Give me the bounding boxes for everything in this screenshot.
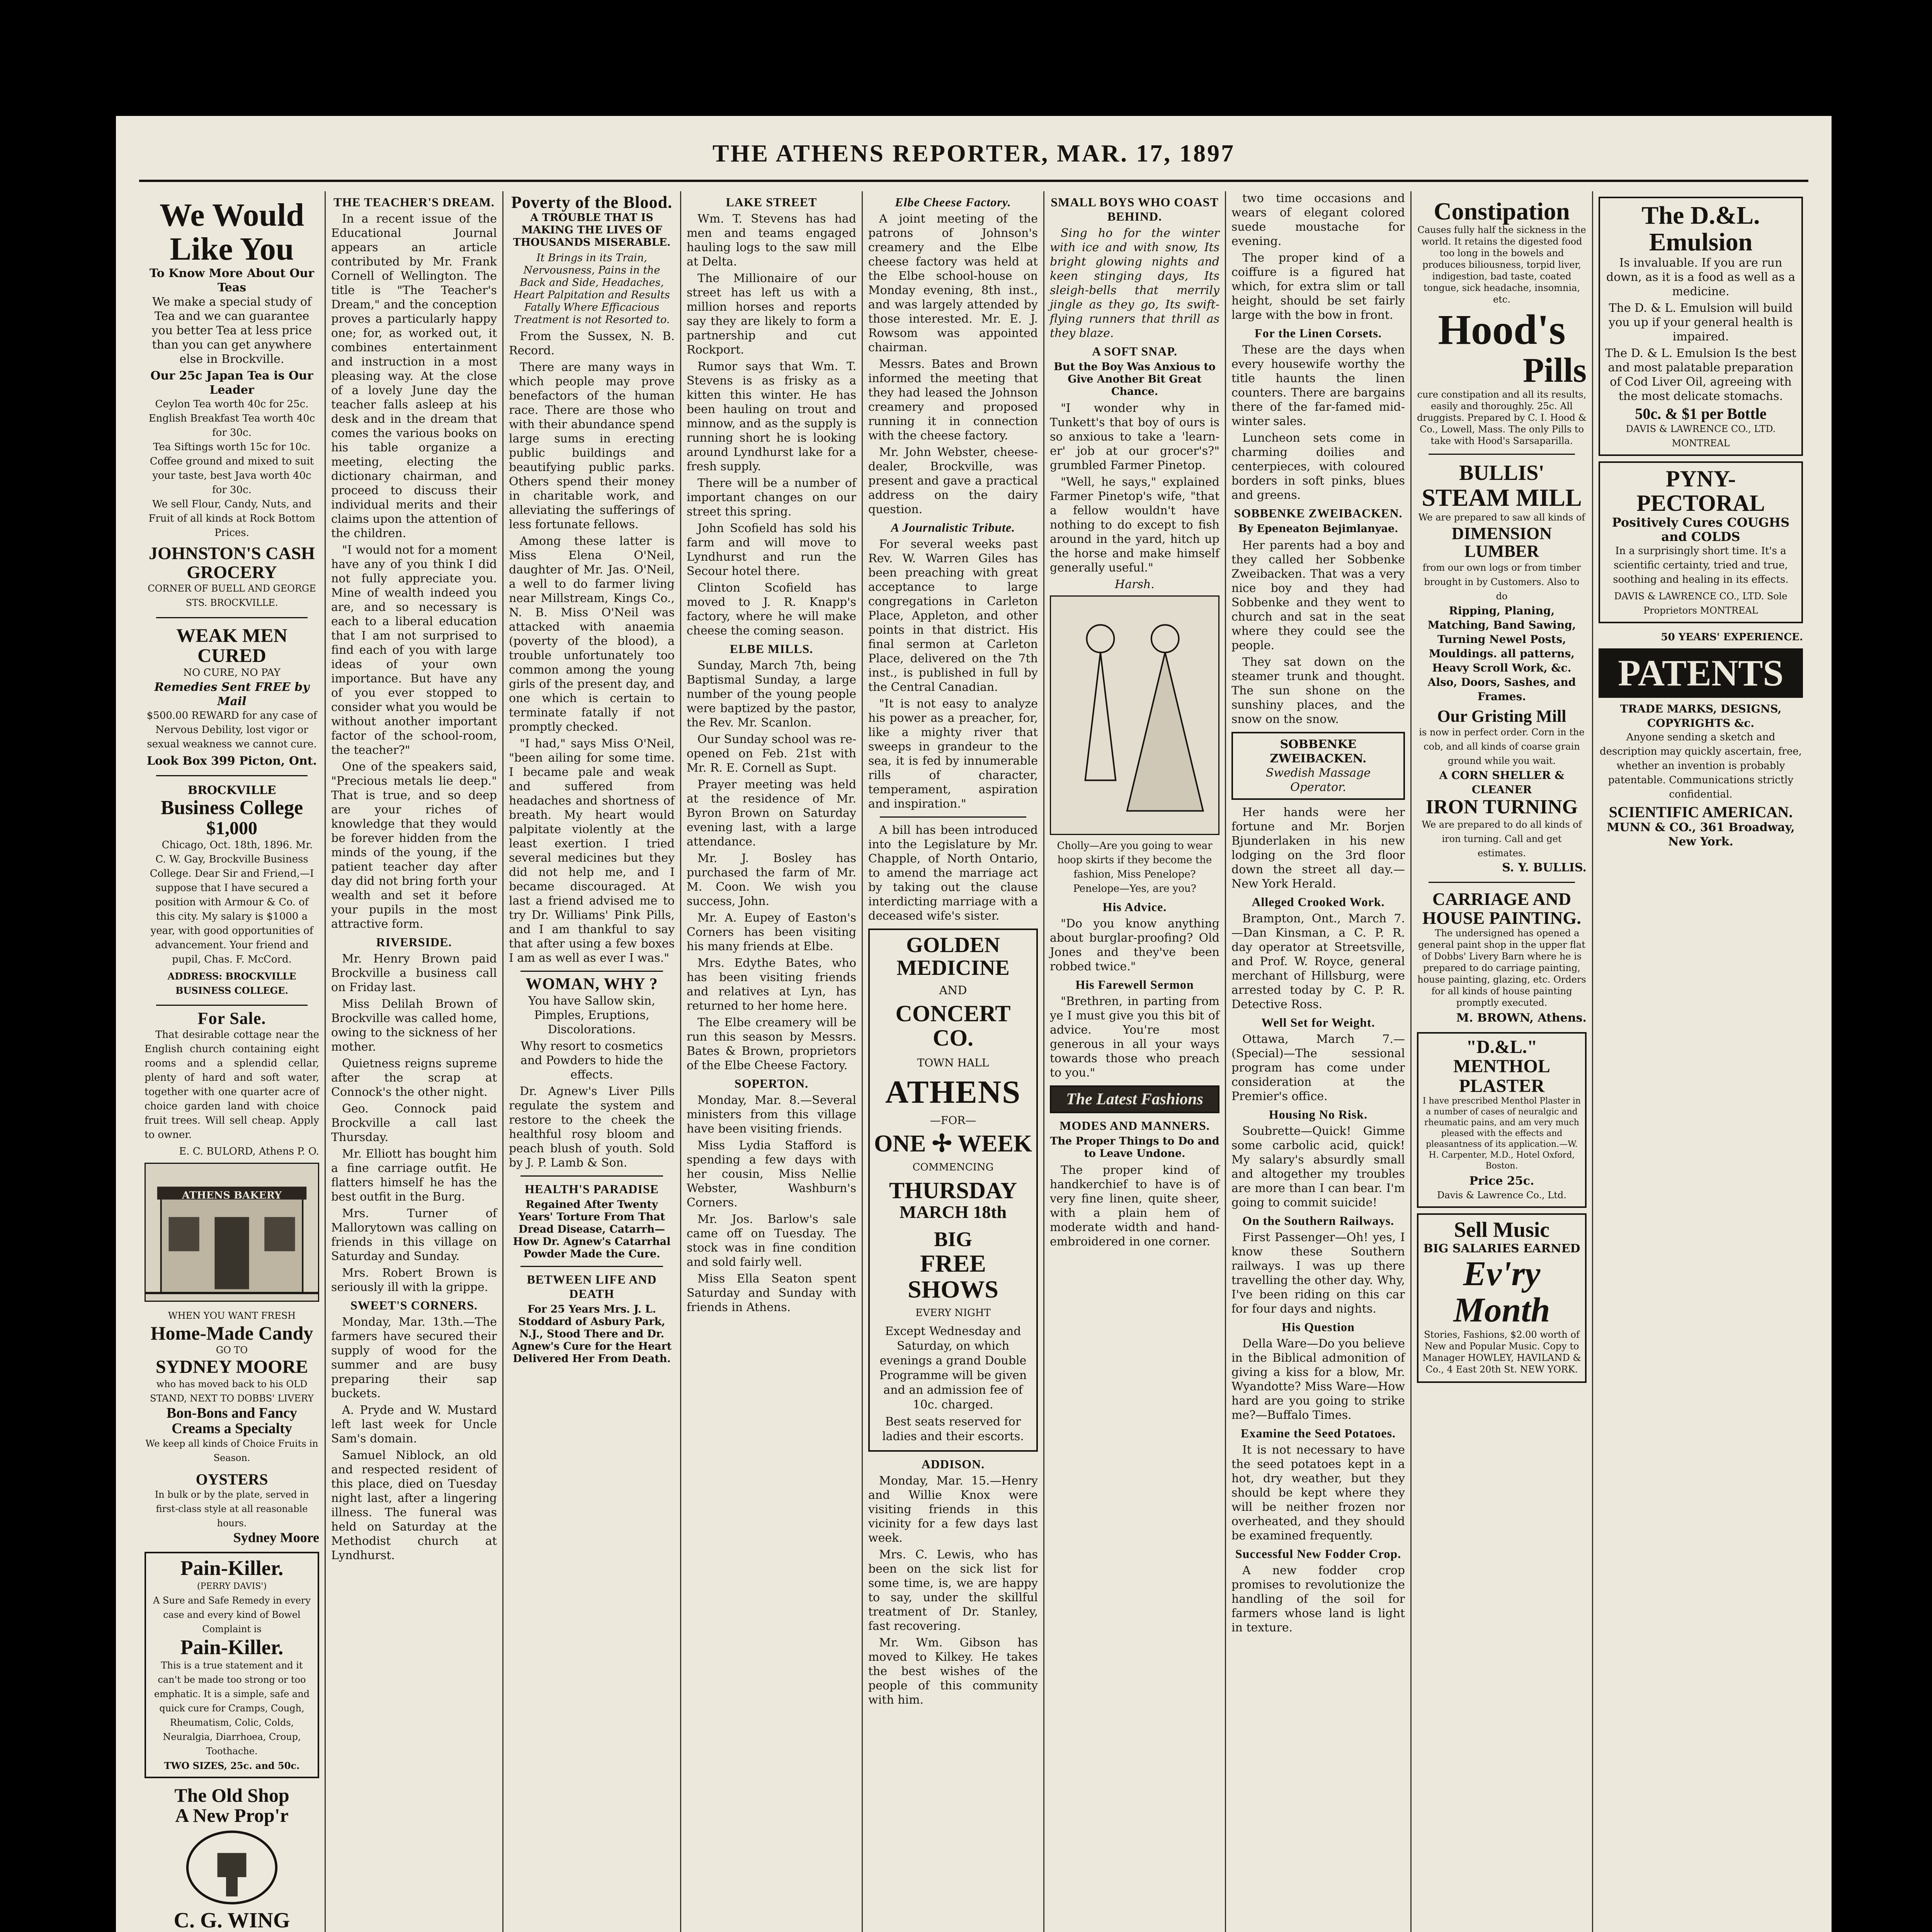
section-subhead: But the Boy Was Anxious to Give Another Bit Great Chance. [1054, 361, 1216, 398]
candy-name: SYDNEY MOORE [155, 1357, 308, 1378]
paragraph: "I would not for a moment have any of you think I did not fully appreciate you. Mine of wealth indeed you are, and so necessary is each to a liberal education that I am not surprised to find each of you with large ideas of your own importance. But have any of you ever stopped to consider what you would be without another important factor of the school-room, the teacher?" [331, 543, 497, 757]
constipation-body: Causes fully half the sickness in the world. It retains the digested food too long in the bowels and produces biliousness, torpid liver, indigestion, bad taste, coated tongue, sick headache, insomnia, etc. [1417, 224, 1586, 305]
section-heading: A Journalistic Tribute. [891, 520, 1015, 534]
iron-turning-body: We are prepared to do all kinds of iron turning. Call and get estimates. [1422, 819, 1582, 859]
painting-advert [1417, 890, 1587, 1025]
section-subhead: The Proper Things to Do and to Leave Undone. [1050, 1135, 1219, 1160]
mill-name: STEAM MILL [1422, 483, 1582, 511]
paragraph: A joint meeting of the patrons of Johnson's creamery and the Elbe cheese factory was held at the Elbe school-house on Monday evening, 8th inst., and was largely attended by those interested. Mr. E. J. Rowsom was appointed chairman. [868, 212, 1038, 354]
patents-sub: TRADE MARKS, DESIGNS, COPYRIGHTS &c. [1620, 702, 1782, 730]
menthol-plaster-advert [1417, 1032, 1587, 1208]
painting-signature: M. BROWN, Athens. [1456, 1011, 1587, 1025]
golden-medicine-advert [868, 929, 1038, 1452]
pectoral-sub: Positively Cures COUGHS and COLDS [1612, 515, 1790, 544]
section-heading: Alleged Crooked Work. [1252, 895, 1385, 909]
section-subhead: For 25 Years Mrs. J. L. Stoddard of Asbury Park, N.J., Stood There and Dr. Agnew's Cure for the Heart Delivered Her From Death. [512, 1303, 672, 1365]
advert-line: MARCH 18th [899, 1202, 1007, 1222]
paragraph: "I wonder why in Tunkett's that boy of ours is so anxious to take a 'learn-er' job at our grocer's?" grumbled Farmer Pinetop. [1050, 401, 1219, 472]
mill-owner: BULLIS' [1459, 461, 1544, 485]
mill-mid: from our own logs or from timber brought in by Customers. Also to do [1422, 562, 1581, 602]
scientific-american: SCIENTIFIC AMERICAN. [1609, 803, 1793, 821]
pectoral-headline: PYNY-PECTORAL [1636, 466, 1765, 516]
patents-body: Anyone sending a sketch and description may quickly ascertain, free, whether an invention is probably patentable. Communications strictly confidential. [1600, 731, 1802, 801]
section-heading: His Advice. [1102, 900, 1167, 914]
paragraph: Mrs. C. Lewis, who has been on the sick list for some time, is, we are happy to say, under the skillful treatment of Dr. Stanley, fast recovering. [868, 1548, 1038, 1633]
paragraph: Mr. A. Eupey of Easton's Corners has been visiting his many friends at Elbe. [687, 911, 856, 953]
advert-line: FREE SHOWS [908, 1249, 998, 1303]
massage-card [1231, 732, 1405, 800]
paragraph: Monday, Mar. 8.—Several ministers from this village have been visiting friends. [687, 1094, 856, 1136]
paragraph: two time occasions and wears of elegant colored suede moustache for evening. [1231, 192, 1405, 248]
section-heading: A SOFT SNAP. [1092, 344, 1177, 358]
section-heading: On the Southern Railways. [1242, 1214, 1395, 1228]
paragraph: Mr. Henry Brown paid Brockville a business call on Friday last. [331, 952, 497, 994]
hoop-skirt-illustration [1050, 595, 1219, 835]
candy-advert [145, 1309, 319, 1545]
paragraph: Mr. Elliott has bought him a fine carriage outfit. He flatters himself he has the best outfit in the Burg. [331, 1147, 497, 1204]
weak-men-advert [145, 625, 319, 768]
gristing-body: is now in perfect order. Corn in the cob, and all kinds of coarse grain ground while you wait. [1419, 726, 1585, 766]
plaster-headline: "D.&L." MENTHOL PLASTER [1453, 1036, 1550, 1096]
emulsion-price: 50c. & $1 per Bottle [1635, 405, 1767, 422]
tea-advert-body: We make a special study of Tea and we can guarantee you better Tea at less price than you can get anywhere else in Brockville. [151, 295, 312, 366]
section-subhead: Regained After Twenty Years' Torture From That Dread Disease, Catarrh—How Dr. Agnew's Catarrhal Powder Made the Cure. [513, 1199, 671, 1260]
plaster-price: Price 25c. [1469, 1174, 1534, 1188]
section-heading: ADDISON. [921, 1457, 985, 1471]
card-sub: Swedish Massage Operator. [1265, 766, 1371, 794]
pills-headline: Pills [1522, 351, 1587, 389]
college-address: ADDRESS: BROCKVILLE BUSINESS COLLEGE. [167, 970, 296, 996]
candy-pre: WHEN YOU WANT FRESH [168, 1310, 296, 1321]
paragraph: For several weeks past Rev. W. Warren Giles has been preaching with great acceptance to large congregations in Carleton Place, Appleton, and other points in that district. His final sermon at Carleton Place, delivered on the 7th inst., is published in full by the Central Canadian. [868, 537, 1038, 694]
column-5 [862, 191, 1043, 1932]
steam-mill-advert [1417, 462, 1587, 875]
paragraph: Mrs. Robert Brown is seriously ill with la grippe. [331, 1266, 497, 1294]
patents-years: 50 YEARS' EXPERIENCE. [1661, 631, 1803, 643]
paragraph: Della Ware—Do you believe in the Biblical admonition of giving a kiss for a blow, Mr. Wyandotte? Miss Ware—How hard are you going to strike me?—Buffalo Times. [1231, 1337, 1405, 1422]
emulsion-body: The D. & L. Emulsion Is the best and most palatable preparation of Cod Liver Oil, agreeing with the most delicate stomachs. [1605, 346, 1796, 403]
divider [520, 971, 663, 972]
illustration-caption: Harsh. [1115, 578, 1155, 591]
paragraph: "Well, he says," explained Farmer Pinetop's wife, "that a fellow wouldn't have nothing to do except to fish around in the yard, hitch up the horse and make himself generally useful." [1050, 475, 1219, 575]
paragraph: Ottawa, March 7.—(Special)—The sessional program has come under consideration at the Premier's office. [1231, 1032, 1405, 1103]
paragraph: In a recent issue of the Educational Journal appears an article contributed by Mr. Frank Cornell of Wellington. The title is "The Teacher's Dream," and the conception proves a particularly happy one; for, as worked out, it combines entertainment and instruction in a most pleasing way. At the close of a lovely June day the teacher falls asleep at his desk and in the dream that comes the various books on his table organize a meeting, electing the dictionary chairman, and proceed to discuss their individual merits and their claims upon the attention of the children. [331, 212, 497, 540]
oysters-signature: Sydney Moore [233, 1529, 319, 1545]
tea-advert-subhead: To Know More About Our Teas [149, 267, 315, 295]
masthead-rule [139, 180, 1808, 182]
painting-body: The undersigned has opened a general paint shop in the upper flat of Dobbs' Livery Barn where he is prepared to do carriage painting, house painting, glazing, etc. Orders for all kinds of house painting promptly executed. [1417, 927, 1586, 1008]
section-heading: ELBE MILLS. [730, 642, 813, 656]
advert-line: COMMENCING [912, 1161, 994, 1173]
paragraph: Geo. Connock paid Brockville a call last Thursday. [331, 1102, 497, 1144]
paragraph: Prayer meeting was held at the residence of Mr. Byron Brown on Saturday evening last, with a large attendance. [687, 778, 856, 849]
paragraph: "It is not easy to analyze his power as a preacher, for, like a mighty river that sweeps in grandeur to the sea, it is fed by innumerable rills of character, temperament, aspiration and inspiration." [868, 697, 1038, 811]
paragraph: Samuel Niblock, an old and respected resident of this place, died on Tuesday night last, after a lingering illness. The funeral was held on Saturday at the Methodist church at Lyndhurst. [331, 1449, 497, 1562]
paragraph: Our Sunday school was re-opened on Feb. 21st with Mr. R. E. Cornell as Supt. [687, 733, 856, 775]
patents-advert [1599, 630, 1803, 849]
paragraph: A bill has been introduced into the Legislature by Mr. Chapple, of North Ontario, to amend the marriage act by taking out the clause interdicting marriage with a deceased wife's sister. [868, 823, 1038, 923]
tea-advert-line: Ceylon Tea worth 40c for 25c. [155, 398, 309, 410]
barber-headline-2: A New Prop'r [175, 1804, 289, 1827]
candy-specialty: Bon-Bons and Fancy Creams a Specialty [167, 1405, 297, 1437]
section-heading: Well Set for Weight. [1261, 1015, 1375, 1029]
divider [156, 617, 308, 618]
card-title: SOBBENKE ZWEIBACKEN. [1270, 738, 1367, 765]
section-heading: HEALTH'S PARADISE [525, 1182, 659, 1196]
paragraph: Wm. T. Stevens has had men and teams engaged hauling logs to the saw mill at Delta. [687, 212, 856, 269]
article-title: Poverty of the Blood. [511, 193, 672, 212]
candy-headline: Home-Made Candy [150, 1322, 313, 1344]
article-deck: It Brings in its Train, Nervousness, Pains in the Back and Side, Headaches, Heart Palpitation and Results Fatally Where Efficacious Treatment is not Resorted to. [514, 252, 670, 326]
mill-lumber: DIMENSION LUMBER [1451, 524, 1552, 561]
painting-headline: CARRIAGE AND HOUSE PAINTING. [1422, 889, 1581, 928]
advert-line: Best seats reserved for ladies and their escorts. [882, 1415, 1024, 1444]
paragraph: John Scofield has sold his farm and will move to Lyndhurst and run the Secour hotel there. [687, 522, 856, 578]
constipation-headline: Constipation [1434, 197, 1570, 225]
paragraph: Why resort to cosmetics and Powders to hide the effects. [520, 1039, 663, 1082]
bakery-building-icon [146, 1164, 318, 1301]
column-2 [325, 191, 502, 1932]
paragraph: Mrs. Edythe Bates, who has been visiting friends and relatives at Lyn, has returned to her home here. [687, 956, 856, 1013]
emulsion-headline: The D.&L. Emulsion [1641, 201, 1760, 257]
advert-line: EVERY NIGHT [915, 1307, 991, 1319]
section-heading: BETWEEN LIFE AND DEATH [527, 1272, 657, 1301]
pyny-pectoral-advert [1599, 461, 1803, 623]
plaster-body: I have prescribed Menthol Plaster in a number of cases of neuralgic and rheumatic pains, and am very much pleased with the effects and pleasantness of its application.—W. H. Carpenter, M.D., Hotel Oxford, Boston. [1422, 1096, 1581, 1171]
hoods-headline: Hood's [1438, 306, 1566, 354]
divider [1429, 454, 1575, 455]
weak-men-headline: WEAK MEN CURED [176, 624, 287, 667]
barber-headline-1: The Old Shop [174, 1784, 289, 1806]
paragraph: Luncheon sets come in charming doilies and centerpieces, with coloured borders in soft pinks, blues and greens. [1231, 431, 1405, 502]
paragraph: The proper kind of handkerchief to have is of very fine linen, quite sheer, with a plain hem of moderate width and hand-embroidered in one corner. [1050, 1163, 1219, 1249]
magazine-title: Ev'ry Month [1453, 1254, 1550, 1330]
column-7 [1225, 191, 1410, 1932]
latest-fashions-banner [1050, 1085, 1219, 1113]
paragraph: The Elbe creamery will be run this season by Messrs. Bates & Brown, proprietors of the Elbe Cheese Factory. [687, 1016, 856, 1072]
patents-banner [1599, 648, 1803, 698]
college-title: Business College [160, 796, 303, 819]
emulsion-body: Is invaluable. If you are run down, as it is a food as well as a medicine. [1606, 256, 1795, 298]
paragraph: Messrs. Bates and Brown informed the meeting that they had leased the Johnson creamery and proposed running it in connection with the cheese factory. [868, 357, 1038, 442]
newspaper-page [116, 116, 1832, 1932]
music-sub: BIG SALARIES EARNED [1423, 1242, 1580, 1255]
paragraph: First Passenger—Oh! yes, I know these Southern railways. I was up there travelling the other day. Why, I've been riding on this car for four days and nights. [1231, 1231, 1405, 1316]
advert-line: AND [939, 983, 967, 997]
section-heading: SOPERTON. [734, 1077, 809, 1090]
iron-turning-heading: IRON TURNING [1425, 796, 1578, 818]
column-1 [139, 191, 325, 1932]
gristing-heading: Our Gristing Mill [1437, 706, 1566, 726]
weak-men-sub: NO CURE, NO PAY [183, 667, 281, 679]
magazine-body: Stories, Fashions, $2.00 worth of New and Popular Music. Copy to Manager HOWLEY, HAVILAND & Co., 4 East 20th St. NEW YORK. [1422, 1329, 1581, 1375]
section-heading: Successful New Fodder Crop. [1235, 1547, 1401, 1561]
paragraph: You have Sallow skin, Pimples, Eruptions, Discolorations. [528, 994, 655, 1036]
pain-killer-sub: (PERRY DAVIS') [197, 1582, 267, 1592]
paragraph: Miss Delilah Brown of Brockville was called home, owing to the sickness of her mother. [331, 997, 497, 1054]
paragraph: Mr. John Webster, cheese-dealer, Brockville, was present and gave a practical address on the dairy question. [868, 446, 1038, 516]
candy-note: We keep all kinds of Choice Fruits in Season. [145, 1438, 318, 1463]
paragraph: From the Sussex, N. B. Record. [509, 330, 675, 357]
mill-list: Ripping, Planing, Matching, Band Sawing, Turning Newel Posts, Mouldings. all patterns, Heavy Scroll Work, &c. Also, Doors, Sashes, and Frames. [1427, 604, 1576, 703]
for-sale-signature: E. C. BULORD, Athens P. O. [179, 1145, 319, 1157]
column-9 [1592, 191, 1808, 1932]
barber-chair-icon [182, 1829, 282, 1906]
illustration-caption: Cholly—Are you going to wear hoop skirts if they become the fashion, Miss Penelope? Penelope—Yes, are you? [1057, 840, 1213, 895]
poem: Sing ho for the winter with ice and with snow, Its bright glowing nights and keen stinging days, Its sleigh-bells that merrily jingle as they go, Its swift-flying runners that thrill as they blaze. [1050, 226, 1219, 340]
paragraph: Quietness reigns supreme after the scrap at Connock's the other night. [331, 1057, 497, 1099]
tea-advert-headline: We Would Like You [159, 197, 304, 267]
paragraph: Mrs. Turner of Mallorytown was calling on friends in this village on Saturday and Sunday. [331, 1207, 497, 1263]
weak-men-body: $500.00 REWARD for any case of Nervous Debility, lost vigor or sexual weakness we cannot cure. [146, 709, 317, 750]
college-letter: Chicago, Oct. 18th, 1896. Mr. C. W. Gay, Brockville Business College. Dear Sir and Friend,—I suppose that I have secured a position with Armour & Co. of this city. My salary is $1000 a year, with good opportunities of advancement. Your friend and pupil, Chas. F. McCord. [150, 839, 314, 965]
tea-advert-line: We sell Flour, Candy, Nuts, and Fruit of all kinds at Rock Bottom Prices. [148, 498, 315, 539]
pain-killer-sizes: TWO SIZES, 25c. and 50c. [164, 1760, 300, 1771]
paragraph: "I had," says Miss O'Neil, "been ailing for some time. I became pale and weak and suffered from headaches and shortness of breath. My heart would palpitate violently at the least exertion. I tried several medicines but they did not help me, and I became discouraged. At last a friend advised me to try Dr. Williams' Pink Pills, and I am thankful to say that after using a few boxes I am as well as ever I was." [509, 737, 675, 965]
paragraph: Sunday, March 7th, being Baptismal Sunday, a large number of the young people were baptized by the pastor, the Rev. Mr. Scanlon. [687, 659, 856, 730]
pain-killer-headline: Pain-Killer. [180, 1556, 284, 1580]
music-magazine-advert [1417, 1213, 1587, 1383]
weak-men-line: Remedies Sent FREE by Mail [154, 680, 310, 708]
pain-killer-body-2: This is a true statement and it can't be made too strong or too emphatic. It is a simple, safe and quick cure for Cramps, Cough, Rheumatism, Colic, Colds, Neuralgia, Diarrhoea, Croup, Toothache. [154, 1660, 310, 1757]
college-city: BROCKVILLE [187, 783, 276, 797]
paragraph: "Do you know anything about burglar-proofing? Old Jones and they've been robbed twice." [1050, 917, 1219, 973]
paragraph: Mr. Wm. Gibson has moved to Kilkey. He takes the best wishes of the people of this community with him. [868, 1636, 1038, 1707]
column-6 [1043, 191, 1225, 1932]
paragraph: Miss Lydia Stafford is spending a few days with her cousin, Miss Nellie Webster, Washburn's Corners. [687, 1139, 856, 1209]
section-heading: MODES AND MANNERS. [1060, 1119, 1210, 1133]
tea-advert-line: Coffee ground and mixed to suit your taste, best Java worth 40c for 30c. [150, 456, 314, 496]
paragraph: There will be a number of important changes on our street this spring. [687, 476, 856, 519]
hoods-body: cure constipation and all its results, easily and thoroughly. 25c. All druggists. Prepared by C. I. Hood & Co., Lowell, Mass. The only Pills to take with Hood's Sarsaparilla. [1417, 389, 1587, 447]
tea-advert-line: English Breakfast Tea worth 40c for 30c. [148, 413, 315, 439]
paragraph: Miss Ella Seaton spent Saturday and Sunday with friends in Athens. [687, 1272, 856, 1314]
plaster-maker: Davis & Lawrence Co., Ltd. [1437, 1190, 1566, 1201]
candy-goto: GO TO [216, 1345, 248, 1356]
emulsion-maker: DAVIS & LAWRENCE CO., LTD. MONTREAL [1626, 423, 1776, 449]
mill-pre: We are prepared to saw all kinds of [1418, 512, 1585, 523]
grocery-address: CORNER OF BUELL AND GEORGE STS. BROCKVILLE. [148, 583, 316, 608]
section-heading: SMALL BOYS WHO COAST BEHIND. [1051, 195, 1219, 223]
business-college-advert [145, 783, 319, 998]
paragraph: Clinton Scofield has moved to J. R. Knapp's factory, where he will make cheese the coming season. [687, 581, 856, 638]
column-8 [1410, 191, 1592, 1932]
candy-body: who has moved back to his OLD STAND, NEXT TO DOBBS' LIVERY [150, 1378, 314, 1404]
paragraph: Monday, Mar. 15.—Henry and Willie Knox were visiting friends in this vicinity for a few days last week. [868, 1474, 1038, 1545]
section-heading: LAKE STREET [726, 195, 817, 209]
emulsion-advert [1599, 197, 1803, 456]
divider [1429, 882, 1575, 883]
tea-advert [145, 198, 319, 610]
oysters-body: In bulk or by the plate, served in first-class style at all reasonable hours. [155, 1489, 309, 1529]
section-heading: SOBBENKE ZWEIBACKEN. [1234, 506, 1403, 520]
pain-killer-advert [145, 1552, 319, 1778]
advert-line: ATHENS [885, 1074, 1021, 1110]
barber-advert [145, 1785, 319, 1932]
paragraph: They sat down on the steamer trunk and thought. The sun shone on the sunshiny places, and the snow on the snow. [1231, 655, 1405, 726]
advert-line: GOLDEN MEDICINE [896, 933, 1010, 980]
emulsion-body: The D. & L. Emulsion will build you up if your general health is impaired. [1609, 301, 1793, 344]
section-heading: WOMAN, WHY ? [526, 975, 658, 993]
paragraph: Dr. Agnew's Liver Pills regulate the system and restore to the cheek the healthful rosy bloom and peach blush of youth. Sold by J. P. Lamb & Son. [509, 1085, 675, 1170]
section-heading: Housing No Risk. [1269, 1107, 1368, 1121]
paragraph: Soubrette—Quick! Gimme some carbolic acid, quick! My salary's absurdly small and altogether my troubles are more than I can bear. I'm going to commit suicide! [1231, 1124, 1405, 1209]
advert-line: TOWN HALL [917, 1056, 989, 1069]
divider [880, 816, 1026, 818]
advert-line: ONE ✢ WEEK [874, 1130, 1032, 1157]
advert-line: Except Wednesday and Saturday, on which evenings a grand Double Programme will be given and an admission fee of 10c. charged. [879, 1325, 1027, 1412]
paragraph: Mr. J. Bosley has purchased the farm of Mr. M. Coon. We wish you success, John. [687, 852, 856, 908]
paragraph: Brampton, Ont., March 7.—Dan Kinsman, a C. P. R. day operator at Streetsville, and Prof. W. Royce, general merchant of Hillsburg, were arrested today by C. P. R. Detective Ross. [1231, 912, 1405, 1011]
section-heading: For the Linen Corsets. [1255, 326, 1382, 340]
paragraph: It is not necessary to have the seed potatoes kept in a hot, dry weather, but they should be kept where they will be neither frozen nor overheated, and they should be examined frequently. [1231, 1443, 1405, 1543]
column-3 [502, 191, 680, 1932]
banner-label: The Latest Fashions [1066, 1090, 1203, 1108]
advert-line: THURSDAY [889, 1177, 1017, 1203]
pectoral-maker: DAVIS & LAWRENCE CO., LTD. Sole Proprietors MONTREAL [1614, 590, 1787, 616]
pain-killer-headline-2: Pain-Killer. [180, 1636, 284, 1659]
paragraph: "Brethren, in parting from ye I must give you this bit of advice. You're most generous in all your ways towards those who preach to you." [1050, 995, 1219, 1080]
section-heading: SWEET'S CORNERS. [350, 1298, 478, 1312]
pectoral-body: In a surprisingly short time. It's a scientific certainty, tried and true, soothing and healing in its effects. [1613, 545, 1789, 585]
oysters-heading: OYSTERS [196, 1470, 268, 1488]
paragraph: A new fodder crop promises to revolutionize the handling of the soil for farmers whose land is light in texture. [1231, 1564, 1405, 1634]
bakery-sign: ATHENS BAKERY [182, 1189, 282, 1201]
advert-line: —FOR— [930, 1114, 976, 1127]
paragraph: The Millionaire of our street has left us with a million horses and reports say they are likely to form a partnership and cut Rockport. [687, 272, 856, 357]
paragraph: One of the speakers said, "Precious metals lie deep." That is true, and so deep are your riches of knowledge that they would be forever hidden from the minds of the young, if the patient teacher day after day did not bring forth your wealth and set it before your pupils in the most attractive form. [331, 760, 497, 931]
section-heading: Examine the Seed Potatoes. [1240, 1426, 1396, 1440]
paragraph: A. Pryde and W. Mustard left last week for Uncle Sam's domain. [331, 1403, 497, 1446]
advert-line: BIG [934, 1228, 973, 1251]
section-heading: RIVERSIDE. [376, 935, 452, 949]
patents-headline: PATENTS [1618, 652, 1784, 694]
paragraph: Mr. Jos. Barlow's sale came off on Tuesday. The stock was in fine condition and sold fairly well. [687, 1213, 856, 1269]
munn-address: MUNN & CO., 361 Broadway, New York. [1607, 821, 1795, 849]
divider [520, 1175, 663, 1177]
tea-advert-line: Tea Siftings worth 15c for 10c. [153, 441, 311, 453]
advert-line: CONCERT CO. [895, 1000, 1011, 1051]
divider [156, 775, 308, 776]
section-heading: His Question [1282, 1320, 1355, 1334]
for-sale-body: That desirable cottage near the English church containing eight rooms and a splendid cellar, plenty of hard and soft water, together with one quarter acre of choice garden land with choice fruit trees. Will sell cheap. Apply to owner. [145, 1029, 319, 1141]
grocery-name: JOHNSTON'S CASH GROCERY [149, 543, 315, 582]
divider [156, 1005, 308, 1006]
masthead: THE ATHENS REPORTER, MAR. 17, 1897 [712, 139, 1235, 167]
college-amount: $1,000 [206, 818, 257, 838]
article-subhead: A TROUBLE THAT IS MAKING THE LIVES OF THOUSANDS MISERABLE. [513, 212, 671, 248]
barber-name: C. G. WING [173, 1908, 290, 1932]
column-4 [680, 191, 862, 1932]
tea-advert-leader: Our 25c Japan Tea is Our Leader [150, 369, 313, 397]
paragraph: Rumor says that Wm. T. Stevens is as frisky as a kitten this winter. He has been hauling on trout and minnow, and as the supply is running short he is looking around Lyndhurst lake for a fresh supply. [687, 360, 856, 473]
figures-icon [1051, 597, 1218, 834]
section-subhead: By Epeneaton Bejimlanyae. [1238, 523, 1398, 535]
paragraph: There are many ways in which people may prove benefactors of the human race. There are those who with their abundance spend large sums in erecting public buildings and beautifying public parks. Others spend their money in charitable work, and alleviating the sufferings of less fortunate fellows. [509, 361, 675, 531]
paragraph: These are the days when every housewife worthy the title haunts the linen counters. There are bargains there of the far-famed mid-winter sales. [1231, 343, 1405, 428]
paragraph: Her parents had a boy and they called her Sobbenke Zweibacken. That was a very nice boy and they had Sobbenke and they went to church and sat in the seat where they could see the people. [1231, 539, 1405, 652]
weak-men-address: Look Box 399 Picton, Ont. [146, 754, 317, 768]
section-heading: His Farewell Sermon [1075, 978, 1194, 992]
pain-killer-body: A Sure and Safe Remedy in every case and every kind of Bowel Complaint is [153, 1595, 311, 1635]
paragraph: Monday, Mar. 13th.—The farmers have secured their supply of wood for the summer and are busy preparing their sap buckets. [331, 1315, 497, 1400]
divider [520, 1266, 663, 1267]
paragraph: The proper kind of a coiffure is a figured hat which, for extra slim or tall height, should be set fairly large with the bow in front. [1231, 251, 1405, 322]
paragraph: Her hands were her fortune and Mr. Borjen Bjunderlaken in his new lodging on the 3rd floor down the street all day.—New York Herald. [1231, 806, 1405, 891]
mill-signature: S. Y. BULLIS. [1502, 861, 1587, 875]
music-headline: Sell Music [1454, 1218, 1550, 1242]
article-title: THE TEACHER'S DREAM. [333, 195, 495, 209]
section-heading: Elbe Cheese Factory. [895, 195, 1011, 209]
sheller-line: A CORN SHELLER & CLEANER [1439, 769, 1565, 796]
athens-bakery-illustration [145, 1163, 319, 1302]
hoods-pills-advert [1417, 198, 1587, 447]
paragraph: Among these latter is Miss Elena O'Neil, daughter of Mr. Jas. O'Neil, a well to do farmer living near Millstream, Kings Co., N. B. Miss O'Neil was attacked with anaemia (poverty of the blood), a trouble unfortunately too common among the young girls of the present day, and one which is certain to terminate fatally if not promptly checked. [509, 534, 675, 734]
for-sale-heading: For Sale. [197, 1009, 266, 1028]
